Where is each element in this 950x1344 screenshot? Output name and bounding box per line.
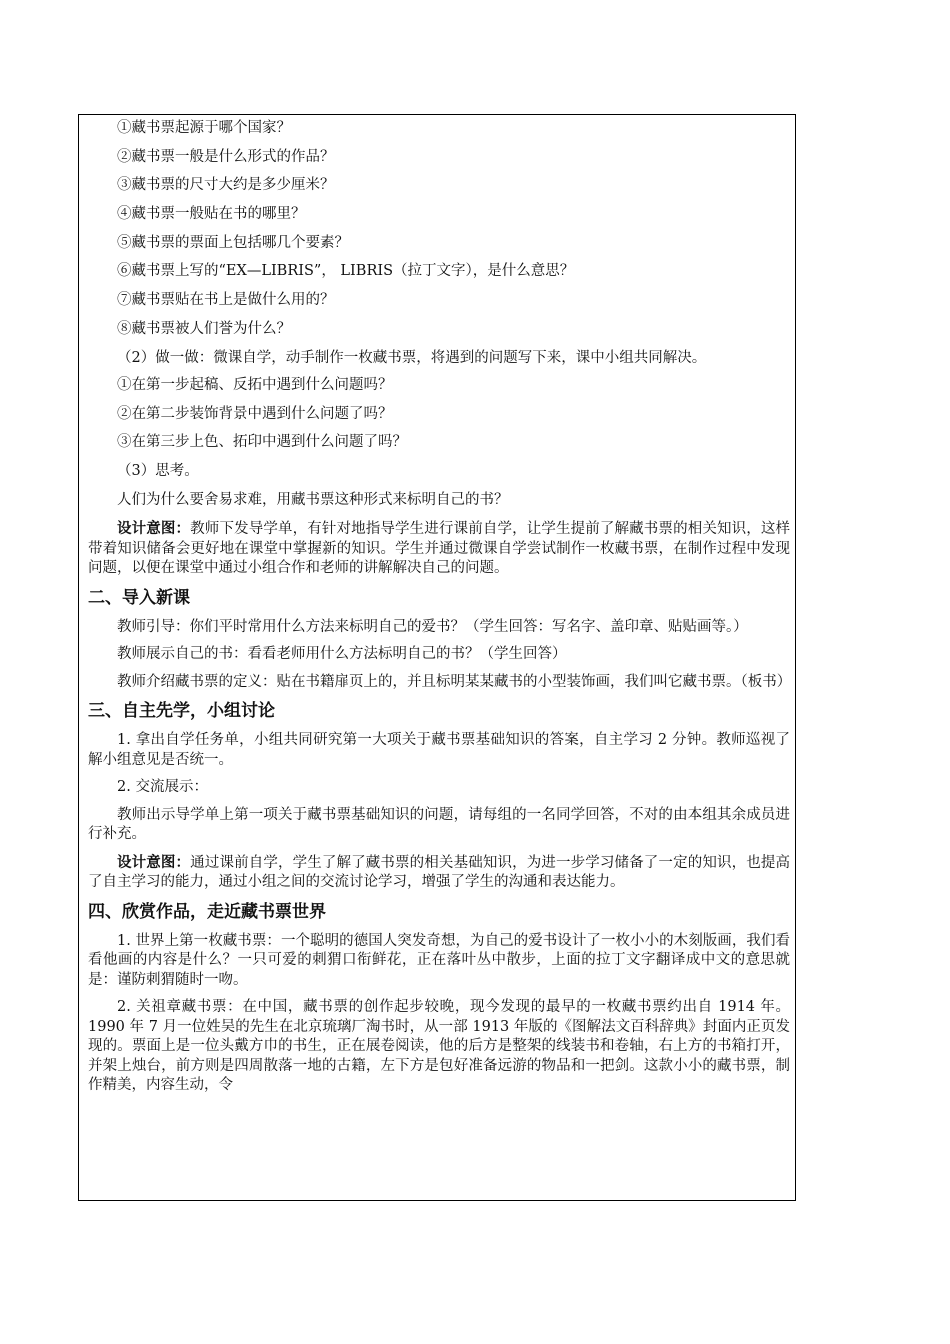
think-heading: （3）思考。 xyxy=(117,463,199,480)
question-1: ①藏书票起源于哪个国家？ xyxy=(117,120,291,136)
step-question-3: ③在第三步上色、拓印中遇到什么问题了吗？ xyxy=(117,434,407,451)
section-2-paragraph-1: 教师引导：你们平时常用什么方法来标明自己的爱书？（学生回答：写名字、盖印章、贴贴画等。） xyxy=(117,618,748,635)
design-intent-2 xyxy=(88,853,790,893)
section-3-paragraph-1: 1. 拿出自学任务单，小组共同研究第一大项关于藏书票基础知识的答案，自主学习 2 分钟。教师巡视了解小组意见是否统一。 xyxy=(88,732,790,768)
question-4: ④藏书票一般贴在书的哪里？ xyxy=(117,206,306,223)
question-8: ⑧藏书票被人们誉为什么？ xyxy=(117,320,291,337)
question-6: ⑥藏书票上写的“EX—LIBRIS”， LIBRIS（拉丁文字），是什么意思？ xyxy=(117,263,575,280)
lesson-table-cell xyxy=(78,114,796,1201)
design-intent-label: 设计意图： xyxy=(117,520,191,538)
question-7: ⑦藏书票贴在书上是做什么用的？ xyxy=(117,292,335,309)
section-4-paragraph-1: 1. 世界上第一枚藏书票：一个聪明的德国人突发奇想，为自己的爱书设计了一枚小小的木刻版画，我们看看他画的内容是什么？一只可爱的刺猬口衔鲜花，正在落叶丛中散步，上面的拉丁文字翻译成中文的意思就是：谨防刺猬随时一吻。 xyxy=(88,932,790,988)
question-3: ③藏书票的尺寸大约是多少厘米？ xyxy=(117,177,335,194)
step-question-1: ①在第一步起稿、反拓中遇到什么问题吗？ xyxy=(117,377,393,393)
section-3-title: 三、自主先学，小组讨论 xyxy=(88,701,275,722)
design-intent-text: 通过课前自学，学生了解了藏书票的相关基础知识，为进一步学习储备了一定的知识，也提高了自主学习的能力，通过小组之间的交流讨论学习，增强了学生的沟通和表达能力。 xyxy=(88,854,791,891)
section-2-paragraph-3: 教师介绍藏书票的定义：贴在书籍扉页上的，并且标明某某藏书的小型装饰画，我们叫它藏书票。（板书） xyxy=(117,673,792,690)
section-4-paragraph-2: 2. 关祖章藏书票：在中国，藏书票的创作起步较晚，现今发现的最早的一枚藏书票约出自 1914 年。1990 年 7 月一位姓吴的先生在北京琉璃厂淘书时，从一部 1913 年版的《图解法文百科辞典》封面内正页发现的。票面上是一位头戴方巾的书生，正在展卷阅读，他的后方是整架的线装书和卷轴，右上方的书箱打开，并架上烛台，前方则是四周散落一地的古籍，左下方是包好准备远游的物品和一把剑。这款小小的藏书票，制作精美，内容生动，令 xyxy=(88,999,790,1094)
step-question-2: ②在第二步装饰背景中遇到什么问题了吗？ xyxy=(117,405,393,422)
question-2: ②藏书票一般是什么形式的作品？ xyxy=(117,148,335,165)
design-intent-text: 教师下发导学单，有针对地指导学生进行课前自学，让学生提前了解藏书票的相关知识，这样带着知识储备会更好地在课堂中掌握新的知识。学生并通过微课自学尝试制作一枚藏书票，在制作过程中发现问题，以便在课堂中通过小组合作和老师的讲解解决自己的问题。 xyxy=(88,521,791,577)
design-intent-1 xyxy=(88,519,790,579)
section-4-title: 四、欣赏作品，走近藏书票世界 xyxy=(88,901,326,922)
lesson-content xyxy=(88,119,790,1104)
think-question: 人们为什么要舍易求难，用藏书票这种形式来标明自己的书？ xyxy=(117,491,509,508)
do-it-paragraph: （2）做一做：微课自学，动手制作一枚藏书票，将遇到的问题写下来，课中小组共同解决。 xyxy=(117,349,707,366)
section-2-paragraph-2: 教师展示自己的书：看看老师用什么方法标明自己的书？（学生回答） xyxy=(117,646,567,663)
question-5: ⑤藏书票的票面上包括哪几个要素？ xyxy=(117,234,349,251)
section-3-paragraph-3: 教师出示导学单上第一项关于藏书票基础知识的问题，请每组的一名同学回答，不对的由本组其余成员进行补充。 xyxy=(88,806,790,843)
section-2-title: 二、导入新课 xyxy=(88,587,190,608)
design-intent-label: 设计意图： xyxy=(117,853,191,871)
section-3-paragraph-2: 2. 交流展示： xyxy=(117,779,208,796)
